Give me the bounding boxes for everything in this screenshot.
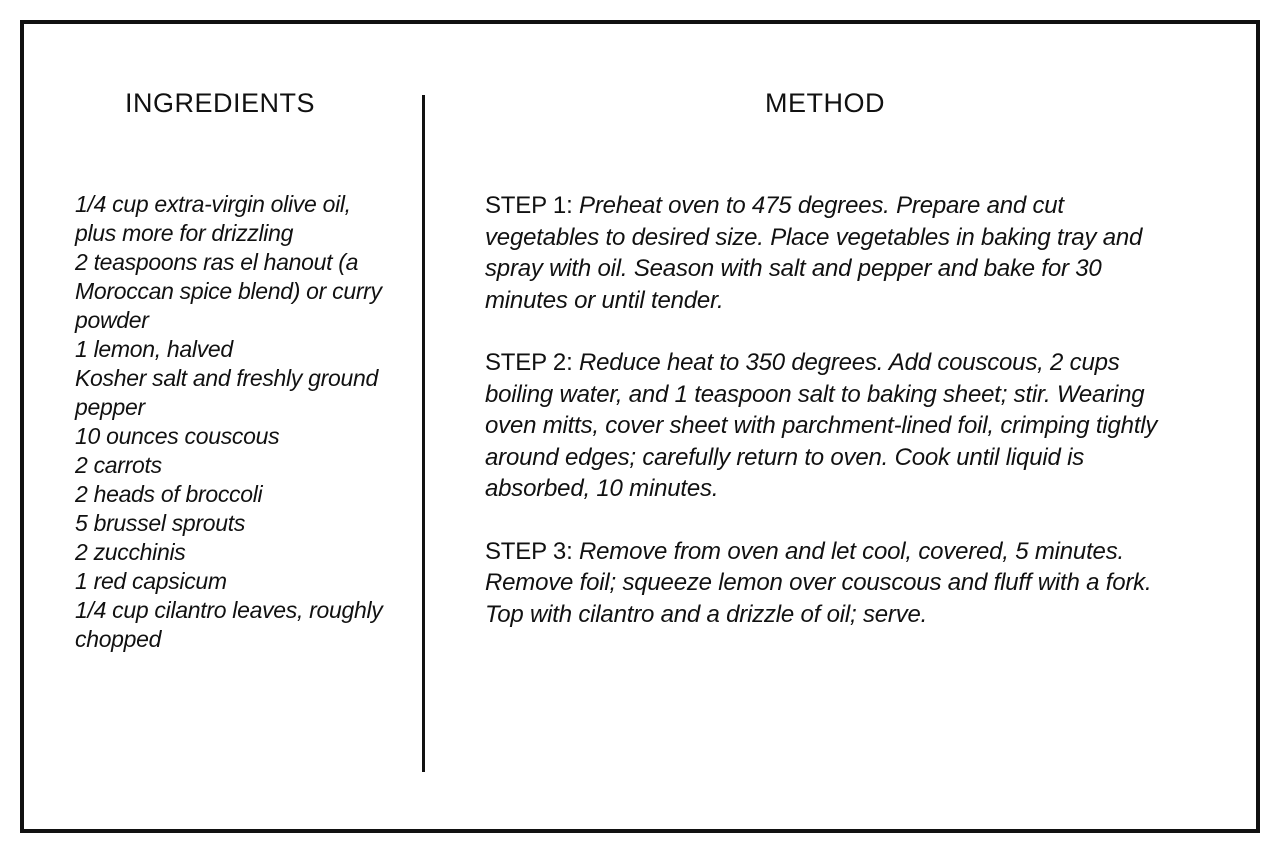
- ingredient-item: 2 zucchinis: [75, 539, 186, 565]
- method-step-1: [485, 190, 1175, 316]
- column-divider: [422, 95, 425, 772]
- step-label: STEP 3:: [485, 537, 580, 565]
- step-text: Reduce heat to 350 degrees. Add couscous, 2 cups boiling water, and 1 teaspoon salt to baking sheet; stir. Wearing oven mitts, cover sheet with parchment-lined foil, crimping tightly around edges; carefully return to oven. Cook until liquid is absorbed, 10 minutes.: [485, 349, 1158, 502]
- ingredient-item: 1 lemon, halved: [75, 336, 233, 362]
- ingredient-item: 10 ounces couscous: [75, 423, 280, 449]
- step-label: STEP 2:: [485, 349, 580, 376]
- ingredient-item: 5 brussel sprouts: [75, 510, 246, 536]
- step-label: STEP 1:: [485, 192, 580, 219]
- method-step-2: [485, 347, 1175, 505]
- step-text: Remove from oven and let cool, covered, 5 minutes. Remove foil; squeeze lemon over couscous and fluff with a fork. Top with cilantro and a drizzle of oil; serve.: [485, 537, 1152, 628]
- ingredient-item: 1/4 cup cilantro leaves, roughly chopped: [75, 597, 383, 652]
- ingredients-list: [75, 190, 385, 654]
- ingredient-item: 2 teaspoons ras el hanout (a Moroccan spice blend) or curry powder: [75, 249, 382, 333]
- ingredient-item: 2 heads of broccoli: [75, 481, 263, 507]
- method-heading: METHOD: [765, 88, 885, 118]
- ingredient-item: 1 red capsicum: [75, 568, 227, 594]
- ingredients-heading: INGREDIENTS: [124, 88, 316, 118]
- ingredient-item: 1/4 cup extra-virgin olive oil, plus more for drizzling: [75, 191, 351, 246]
- ingredient-item: 2 carrots: [75, 452, 162, 478]
- ingredient-item: Kosher salt and freshly ground pepper: [75, 365, 378, 420]
- step-text: Preheat oven to 475 degrees. Prepare and cut vegetables to desired size. Place vegetables in baking tray and spray with oil. Season with salt and pepper and bake for 30 minutes or until tender.: [485, 192, 1143, 314]
- method-step-3: [485, 536, 1175, 631]
- method-steps: [485, 190, 1175, 661]
